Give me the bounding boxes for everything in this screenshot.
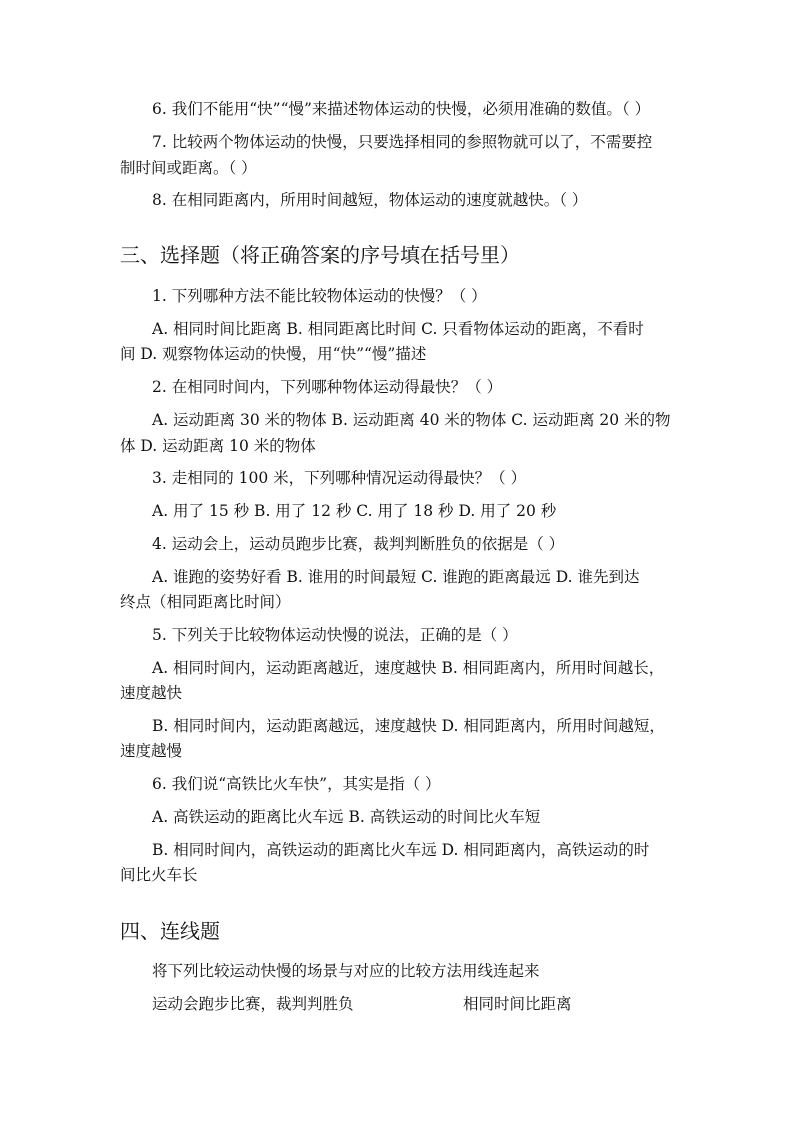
- judgement-item-6: 6. 我们不能用“快”“慢”来描述物体运动的快慢，必须用准确的数值。（ ）: [152, 100, 651, 118]
- choice-options-1-cont: 间 D. 观察物体运动的快慢，用“快”“慢”描述: [120, 345, 427, 363]
- choice-options-6-b-cont: 间比火车长: [120, 866, 198, 884]
- judgement-item-7: 7. 比较两个物体运动的快慢，只要选择相同的参照物就可以了，不需要控: [152, 133, 653, 151]
- choice-question-1: 1. 下列哪种方法不能比较物体运动的快慢？（ ）: [152, 287, 487, 305]
- section-heading-matching: 四、连线题: [120, 919, 220, 943]
- matching-instruction: 将下列比较运动快慢的场景与对应的比较方法用线连起来: [152, 962, 540, 980]
- matching-right-item-1[interactable]: 相同时间比距离: [463, 995, 572, 1013]
- choice-options-5-b: B. 相同时间内，运动距离越远，速度越快 D. 相同距离内，所用时间越短，: [152, 717, 665, 735]
- choice-options-4: A. 谁跑的姿势好看 B. 谁用的时间最短 C. 谁跑的距离最远 D. 谁先到达: [152, 568, 640, 586]
- choice-options-5-cont: 速度越快: [120, 684, 183, 702]
- choice-options-5: A. 相同时间内，运动距离越近，速度越快 B. 相同距离内，所用时间越长，: [152, 659, 665, 677]
- choice-options-6: A. 高铁运动的距离比火车远 B. 高铁运动的时间比火车短: [152, 808, 541, 826]
- choice-question-6: 6. 我们说“高铁比火车快”，其实是指（ ）: [152, 775, 441, 793]
- choice-options-2: A. 运动距离 30 米的物体 B. 运动距离 40 米的物体 C. 运动距离 20 米的物: [152, 411, 671, 429]
- choice-options-2-cont: 体 D. 运动距离 10 米的物体: [120, 437, 316, 455]
- choice-question-5: 5. 下列关于比较物体运动快慢的说法，正确的是（ ）: [152, 626, 518, 644]
- matching-left-item-1[interactable]: 运动会跑步比赛，裁判判胜负: [152, 995, 354, 1013]
- choice-options-4-cont: 终点（相同距离比时间）: [120, 593, 291, 611]
- choice-question-2: 2. 在相同时间内，下列哪种物体运动得最快？（ ）: [152, 378, 503, 396]
- choice-question-3: 3. 走相同的 100 米，下列哪种情况运动得最快？（ ）: [152, 469, 527, 487]
- choice-options-1: A. 相同时间比距离 B. 相同距离比时间 C. 只看物体运动的距离，不看时: [152, 320, 644, 338]
- section-heading-choice: 三、选择题（将正确答案的序号填在括号里）: [120, 243, 520, 267]
- judgement-item-7-cont: 制时间或距离。（ ）: [120, 159, 257, 177]
- choice-question-4: 4. 运动会上，运动员跑步比赛，裁判判断胜负的依据是（ ）: [152, 535, 565, 553]
- choice-options-5-b-cont: 速度越慢: [120, 742, 183, 760]
- judgement-item-8: 8. 在相同距离内，所用时间越短，物体运动的速度就越快。（ ）: [152, 191, 588, 209]
- choice-options-3: A. 用了 15 秒 B. 用了 12 秒 C. 用了 18 秒 D. 用了 20 秒: [152, 502, 557, 520]
- choice-options-6-b: B. 相同时间内，高铁运动的距离比火车远 D. 相同距离内，高铁运动的时: [152, 841, 650, 859]
